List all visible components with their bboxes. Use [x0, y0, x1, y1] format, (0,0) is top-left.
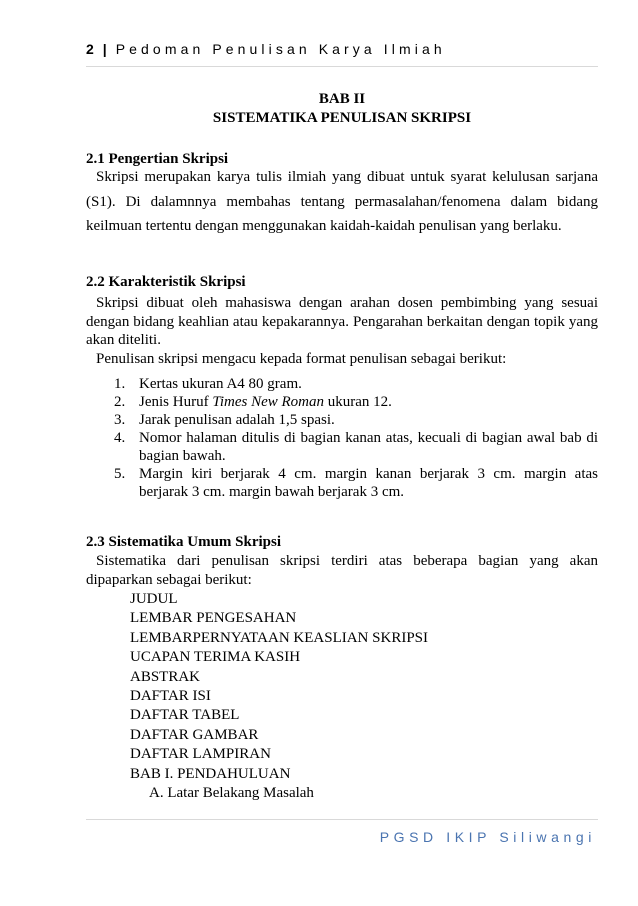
chapter-title: SISTEMATIKA PENULISAN SKRIPSI — [212, 110, 472, 126]
footer-rule — [86, 819, 598, 820]
list-item: 4. Nomor halaman ditulis di bagian kanan atas, kecuali di bagian awal bab di bagian bawah. — [114, 430, 598, 464]
section-2-3-text: Sistematika dari penulisan skripsi terdiri atas beberapa bagian yang akan dipaparkan sebagai berikut: — [86, 553, 598, 588]
structure-item: ABSTRAK — [130, 668, 201, 685]
structure-item: DAFTAR ISI — [130, 688, 211, 705]
structure-item: DAFTAR TABEL — [130, 707, 240, 724]
section-2-1-paragraph — [86, 165, 598, 239]
structure-item: UCAPAN TERIMA KASIH — [130, 649, 301, 666]
section-2-2-paragraph — [86, 294, 598, 368]
header-rule — [86, 66, 598, 67]
running-footer: PGSD IKIP Siliwangi — [379, 829, 596, 845]
chapter-label: BAB II — [318, 91, 366, 107]
structure-item: LEMBARPERNYATAAN KEASLIAN SKRIPSI — [130, 629, 428, 646]
section-2-1-text: Skripsi merupakan karya tulis ilmiah yang dibuat untuk syarat kelulusan sarjana (S1). Di dalamnnya membahas tentang permasalahan/fenomena dalam bidang keilmuan tertentu dengan menggunakan kaidah-kaidah penulisan yang berlaku. — [86, 169, 598, 234]
section-heading-2-3: 2.3 Sistematika Umum Skripsi — [86, 534, 282, 550]
header-title: Pedoman Penulisan Karya Ilmiah — [115, 41, 446, 57]
section-2-2-text: Skripsi dibuat oleh mahasiswa dengan arahan dosen pembimbing yang sesuai dengan bidang keahlian atau kepakarannya. Pengarahan berkaitan dengan topik yang akan diteliti. — [86, 295, 598, 349]
running-header — [86, 41, 596, 57]
list-item: 2. Jenis Huruf Times New Roman ukuran 12. — [114, 394, 392, 410]
format-intro: Penulisan skripsi mengacu kepada format penulisan sebagai berikut: — [96, 350, 507, 367]
section-2-3-paragraph — [86, 552, 598, 589]
font-name-italic: Times New Roman — [212, 394, 325, 410]
section-heading-2-1: 2.1 Pengertian Skripsi — [86, 151, 229, 167]
structure-item: LEMBAR PENGESAHAN — [130, 610, 297, 627]
list-item: 5. Margin kiri berjarak 4 cm. margin kanan berjarak 3 cm. margin atas berjarak 3 cm. margin bawah berjarak 3 cm. — [114, 466, 598, 500]
structure-sub-item: A. Latar Belakang Masalah — [149, 785, 314, 802]
structure-item: DAFTAR LAMPIRAN — [130, 746, 271, 763]
structure-item: DAFTAR GAMBAR — [130, 726, 259, 743]
list-item: 1. Kertas ukuran A4 80 gram. — [114, 376, 302, 392]
header-separator: | — [102, 41, 108, 57]
structure-item: BAB I. PENDAHULUAN — [130, 765, 291, 782]
page-number: 2 — [86, 41, 95, 57]
structure-item: JUDUL — [130, 591, 178, 607]
list-item: 3. Jarak penulisan adalah 1,5 spasi. — [114, 412, 335, 428]
structure-list — [130, 590, 428, 803]
format-list — [86, 375, 598, 501]
section-heading-2-2: 2.2 Karakteristik Skripsi — [86, 274, 246, 290]
